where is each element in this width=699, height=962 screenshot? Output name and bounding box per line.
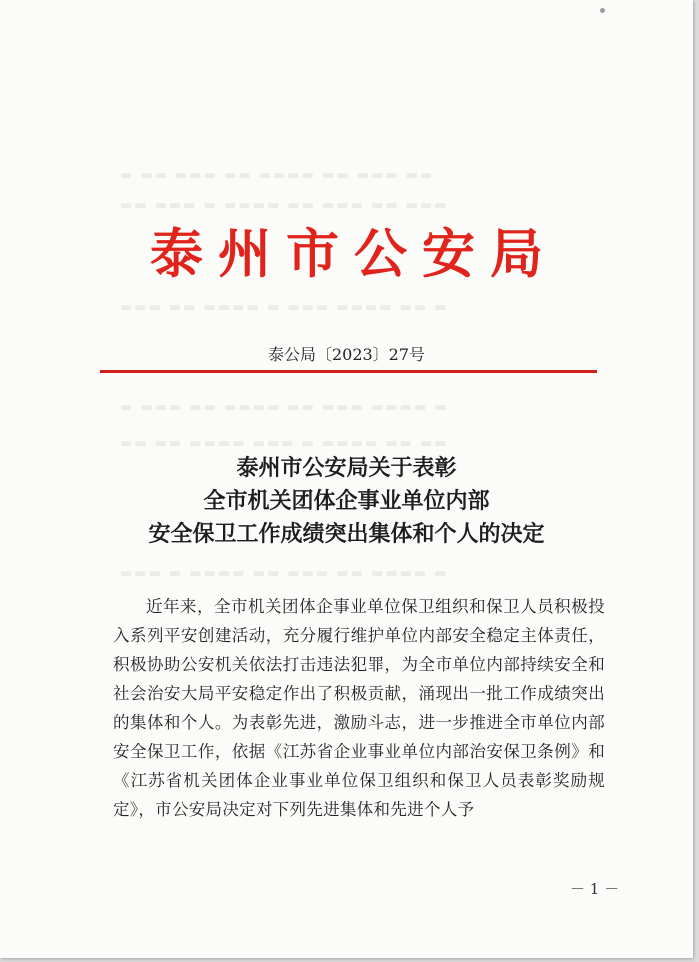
bleed-through-texture: ▬ ▬▬ ▬▬▬ ▬▬ ▬▬▬▬ ▬▬ ▬▬▬ ▬▬ — [120, 168, 435, 183]
bleed-through-texture: ▬▬▬ ▬▬ ▬▬▬▬ ▬ ▬▬▬ ▬▬▬▬ ▬▬ ▬ — [120, 300, 449, 315]
bleed-through-texture: ▬▬ ▬▬ ▬▬▬▬ ▬▬▬ ▬ ▬▬▬▬ ▬▬ ▬▬ — [120, 436, 449, 451]
red-separator-line — [100, 370, 597, 373]
title-line-2: 全市机关团体企事业单位内部 — [203, 488, 490, 514]
issuer-heading: 泰州市公安局 — [150, 224, 558, 285]
document-number: 泰公局〔2023〕27号 — [267, 345, 426, 364]
body-paragraph: 近年来，全市机关团体企事业单位保卫组织和保卫人员积极投入系列平安创建活动，充分履行维护单位内部安全稳定主体责任，积极协助公安机关依法打击违法犯罪，为全市单位内部持续安全和社会治安大局平安稳定作出了积极贡献，涌现出一批工作成绩突出的集体和个人。为表彰先进，激励斗志，进一步推进全市单位内部安全保卫工作，依据《江苏省企业事业单位内部治安保卫条例》和《江苏省机关团体企业事业单位保卫组织和保卫人员表彰奖励规定》，市公安局决定对下列先进集体和先进个人予 — [113, 597, 605, 819]
bleed-through-texture: ▬▬ ▬▬▬ ▬ ▬▬▬▬ ▬▬ ▬▬▬ ▬▬ ▬▬▬ — [120, 198, 449, 213]
scan-mark — [600, 8, 605, 13]
document-title — [0, 452, 693, 551]
title-line-1: 泰州市公安局关于表彰 — [236, 455, 457, 481]
bleed-through-texture: ▬ ▬▬▬ ▬▬ ▬▬▬▬ ▬▬ ▬▬▬ ▬▬▬▬ ▬ — [120, 400, 449, 415]
bleed-through-texture: ▬▬▬ ▬ ▬▬▬▬ ▬▬ ▬▬▬ ▬▬ ▬▬▬▬ ▬ — [120, 566, 449, 581]
page-number: － 1 － — [570, 880, 620, 898]
title-line-3: 安全保卫工作成绩突出集体和个人的决定 — [148, 521, 545, 547]
